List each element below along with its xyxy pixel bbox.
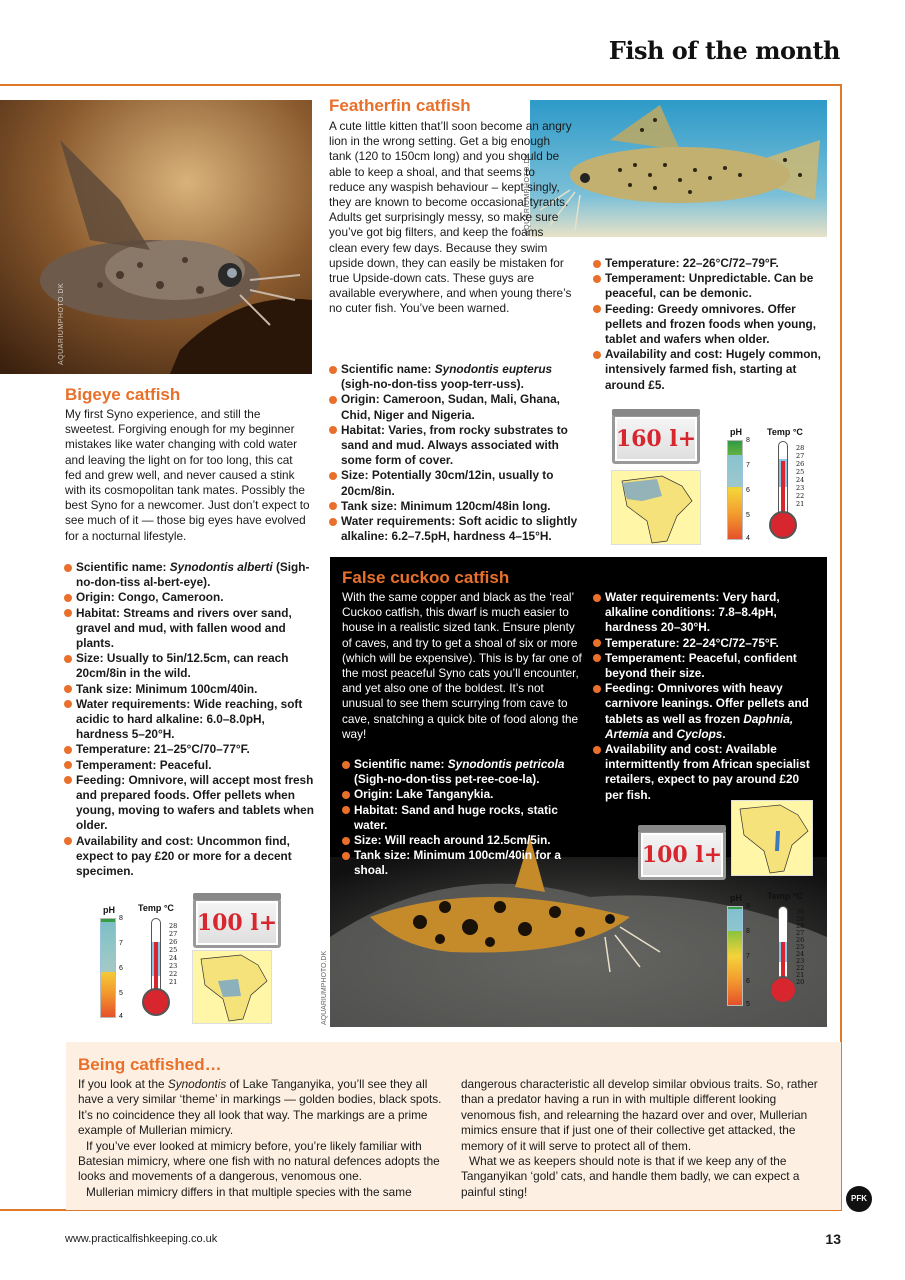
fact-item: Scientific name: Synodontis eupterus (sigh-no-don-tiss yoop-terr-uss). <box>329 362 581 392</box>
fact-item: Size: Usually to 5in/12.5cm, can reach 20cm/8in in the wild. <box>64 651 314 681</box>
bigeye-tank-size-icon <box>193 898 281 948</box>
featherfin-facts-right <box>593 256 828 393</box>
featherfin-facts-left <box>329 362 581 544</box>
fact-item: Scientific name: Synodontis petricola (Sigh-no-don-tiss pet-ree-coe-la). <box>342 757 567 787</box>
fact-item: Tank size: Minimum 120cm/48in long. <box>329 499 581 514</box>
fact-item: Temperament: Unpredictable. Can be peaceful, can be demonic. <box>593 271 828 301</box>
featherfin-tank-size-icon <box>612 414 700 464</box>
false-cuckoo-facts-left <box>342 757 567 879</box>
box-paragraph: If you look at the Synodontis of Lake Tanganyika, you’ll see they all have a very similar ‘theme’ in markings — golden bodies, black spots. It’s no coincidence they all look that way. The markings are a prime example of Mullerian mimicry. <box>78 1077 442 1138</box>
fact-item: Temperament: Peaceful. <box>64 758 314 773</box>
photo-credit: AQUARIUMPHOTO.DK <box>321 950 328 1025</box>
fact-item: Availability and cost: Uncommon find, expect to pay £20 or more for a decent specimen. <box>64 834 314 880</box>
fact-item: Temperature: 21–25°C/70–77°F. <box>64 742 314 757</box>
fact-item: Temperament: Peaceful, confident beyond their size. <box>593 651 818 681</box>
fact-item: Water requirements: Wide reaching, soft acidic to hard alkaline: 6.0–8.0pH, hardness 5–20°H. <box>64 697 314 743</box>
fact-item: Habitat: Streams and rivers over sand, gravel and mud, with fallen wood and plants. <box>64 606 314 652</box>
tank-size-label: 100 l+ <box>641 842 723 868</box>
box-paragraph: dangerous characteristic all develop similar obvious traits. So, rather than a predator having a run in with multiple different looking venomous fish, and relearning the hazard over and over, Mullerian mimics ensure that if just one of their collective get attacked, the memory of it will serve to protect all of them. <box>461 1077 818 1153</box>
false-cuckoo-intro-text: With the same copper and black as the ‘real’ Cuckoo catfish, this dwarf is much easier to house in a realistic sized tank. Ensure plenty of caves, and try to get a shoal of six or more (which will be expensive). This is by far one of the most peaceful Syno cats you’ll encounter, and yet also one of the boldest. It’s not unusual to see them scurrying from cave to cave, snatching a quick bite of food along the way! <box>342 590 582 741</box>
fact-item: Temperature: 22–24°C/72–75°F. <box>593 636 818 651</box>
thermometer-icon <box>766 441 800 541</box>
false-cuckoo-title: False cuckoo catfish <box>342 568 510 587</box>
frame-rule-top <box>0 84 842 86</box>
false-cuckoo-intro <box>342 590 582 742</box>
page-number: 13 <box>825 1231 841 1247</box>
temp-label: Temp °C <box>767 427 803 437</box>
fact-item: Temperature: 22–26°C/72–79°F. <box>593 256 828 271</box>
being-catfished-box <box>66 1042 841 1210</box>
fact-item: Water requirements: Soft acidic to slightly alkaline: 6.2–7.5pH, hardness 4–15°H. <box>329 514 581 544</box>
footer-url[interactable]: www.practicalfishkeeping.co.uk <box>65 1233 218 1245</box>
ph-label: pH <box>730 427 742 437</box>
box-paragraph: What we as keepers should note is that if we keep any of the Tanganyikan ‘gold’ cats, and handle them badly, we can expect a painful sting! <box>461 1154 800 1199</box>
being-catfished-title: Being catfished… <box>78 1055 222 1074</box>
fact-item: Water requirements: Very hard, alkaline conditions: 7.8–8.4pH, hardness 20–30°H. <box>593 590 818 636</box>
tank-size-label: 160 l+ <box>615 426 697 452</box>
thermometer-icon <box>766 906 800 1006</box>
bigeye-photo <box>0 100 312 374</box>
photo-credit: AQUARIUMPHOTO.DK <box>58 282 65 365</box>
fact-item: Origin: Cameroon, Sudan, Mali, Ghana, Chid, Niger and Nigeria. <box>329 392 581 422</box>
tank-size-label: 100 l+ <box>196 910 278 936</box>
bigeye-intro <box>65 407 310 544</box>
fact-item: Origin: Congo, Cameroon. <box>64 590 314 605</box>
fact-item: Habitat: Varies, from rocky substrates to sand and mud. Always associated with some form of cover. <box>329 423 581 469</box>
ph-range-band <box>727 909 743 931</box>
fact-item: Origin: Lake Tanganykia. <box>342 787 567 802</box>
fact-item: Availability and cost: Available intermittently from African specialist retailers, expect to pay around £20 per fish. <box>593 742 818 803</box>
ph-range-band <box>100 922 116 972</box>
bigeye-title: Bigeye catfish <box>65 385 181 404</box>
thermometer-icon <box>139 918 173 1018</box>
bigeye-africa-map <box>192 950 272 1024</box>
featherfin-photo <box>524 100 827 237</box>
false-cuckoo-facts-right <box>593 590 818 803</box>
ph-label: pH <box>103 905 115 915</box>
section-title: Fish of the month <box>608 36 840 65</box>
bigeye-facts <box>64 560 314 879</box>
box-paragraph: If you’ve ever looked at mimicry before, you’re likely familiar with Batesian mimicry, where one fish with no natural defences adopts the looks and movements of a dangerous, venomous one. <box>78 1138 440 1184</box>
box-column-right <box>461 1077 826 1200</box>
fact-item: Feeding: Omnivores with heavy carnivore leanings. Offer pellets and tablets as well as frozen Daphnia, Artemia and Cyclops. <box>593 681 818 742</box>
fact-item: Availability and cost: Hugely common, intensively farmed fish, starting at around £5. <box>593 347 828 393</box>
bigeye-intro-text: My first Syno experience, and still the sweetest. Forgiving enough for my beginner mistakes like water changing with cold water and leaving the light on for too long, this cat fed and grew well, and never caused a stink with its cosmopolitan tank mates. Possibly the best Syno for a newcomer. Just don’t expect to see much of it — those big eyes have evolved for a nocturnal lifestyle. <box>65 407 310 543</box>
featherfin-intro-text: A cute little kitten that’ll soon become an angry lion in the wrong setting. Get a big enough tank (120 to 150cm long) and you should be able to keep a shoal, and that seems to reduce any waspish behaviour – kept singly, they are known to become occasional tyrants. Adults get surprisingly messy, so make sure you’ve got big filters, and keep the foams clean every few days. Because they swim upside down, they can easily be mistaken for true Upside-down cats. These guys are available everywhere, and when young there’s no cuter fish. You’ve been warned. <box>329 119 572 316</box>
fact-item: Feeding: Greedy omnivores. Offer pellets and frozen foods when young, tablet and wafers when older. <box>593 302 828 348</box>
featherfin-africa-map <box>611 470 701 545</box>
temp-label: Temp °C <box>767 891 803 901</box>
fact-item: Scientific name: Synodontis alberti (Sigh-no-don-tiss al-bert-eye). <box>64 560 314 590</box>
photo-credit: AQUARIUMPHOTO.DK <box>524 152 531 235</box>
fact-item: Tank size: Minimum 100cm/40in. <box>64 682 314 697</box>
ph-label: pH <box>730 893 742 903</box>
fact-item: Size: Will reach around 12.5cm/5in. <box>342 833 567 848</box>
false-cuckoo-africa-map <box>731 800 813 876</box>
box-column-left <box>78 1077 443 1200</box>
false-cuckoo-tank-size-icon <box>638 830 726 880</box>
ph-range-band <box>727 455 743 487</box>
pfk-badge: PFK <box>846 1186 872 1212</box>
fact-item: Habitat: Sand and huge rocks, static water. <box>342 803 567 833</box>
box-paragraph: Mullerian mimicry differs in that multiple species with the same <box>86 1184 412 1199</box>
temp-label: Temp °C <box>138 903 174 913</box>
fact-item: Size: Potentially 30cm/12in, usually to 20cm/8in. <box>329 468 581 498</box>
fact-item: Feeding: Omnivore, will accept most fresh and prepared foods. Offer pellets when young, moving to wafers and tablets when older. <box>64 773 314 834</box>
featherfin-intro <box>329 119 574 317</box>
fact-item: Tank size: Minimum 100cm/40in for a shoal. <box>342 848 567 878</box>
featherfin-title: Featherfin catfish <box>329 96 471 115</box>
